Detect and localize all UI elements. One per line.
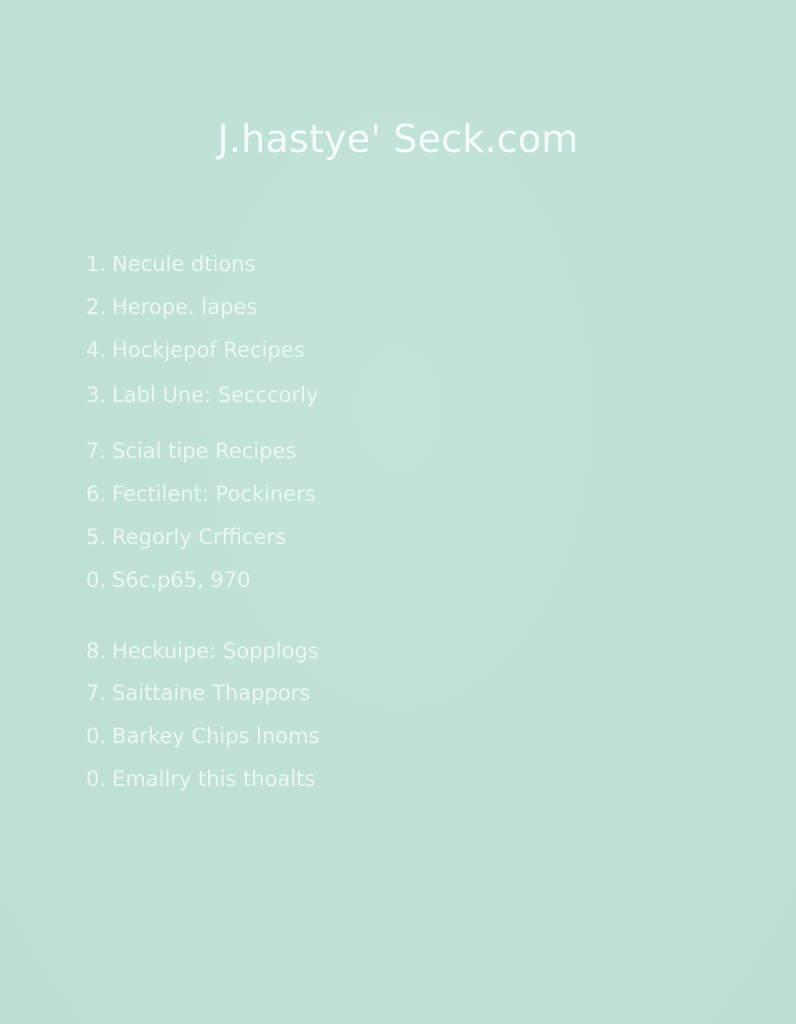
item-text: Emallry this thoalts [112, 767, 316, 791]
item-text: Scial tipe Recipes [112, 439, 297, 463]
item-number: 1. [86, 252, 107, 276]
list-item [86, 678, 310, 708]
item-number: 6. [86, 482, 107, 506]
item-text: Hockjepof Recipes [112, 338, 305, 362]
item-number: 7. [86, 681, 107, 705]
list-item [86, 292, 257, 322]
item-text: Regorly Crfficers [112, 525, 287, 549]
item-number: 0. [86, 568, 107, 592]
list-item [86, 335, 305, 365]
item-text: Labl Une: Secccorly [112, 383, 319, 407]
item-number: 8. [86, 639, 107, 663]
item-text: Saittaine Thappors [112, 681, 311, 705]
list-item [86, 636, 319, 666]
item-number: 3. [86, 383, 107, 407]
item-number: 0. [86, 724, 107, 748]
list-item [86, 565, 250, 595]
page-title: J.hastye' Seck.com [217, 117, 579, 161]
item-text: S6c.p65, 970 [112, 568, 251, 592]
list-item [86, 764, 315, 794]
item-text: Barkey Chips lnoms [112, 724, 320, 748]
list-item [86, 479, 316, 509]
item-text: Fectilent: Pockiners [112, 482, 316, 506]
list-item [86, 249, 255, 279]
item-text: Heckuipe: Sopplogs [112, 639, 319, 663]
item-number: 0. [86, 767, 107, 791]
list-item [86, 522, 286, 552]
item-text: Necule dtions [112, 252, 256, 276]
item-number: 5. [86, 525, 107, 549]
list-item [86, 721, 320, 751]
item-number: 2. [86, 295, 107, 319]
item-number: 4. [86, 338, 107, 362]
item-number: 7. [86, 439, 107, 463]
list-item [86, 380, 318, 410]
item-text: Herope. lapes [112, 295, 258, 319]
list-item [86, 436, 296, 466]
